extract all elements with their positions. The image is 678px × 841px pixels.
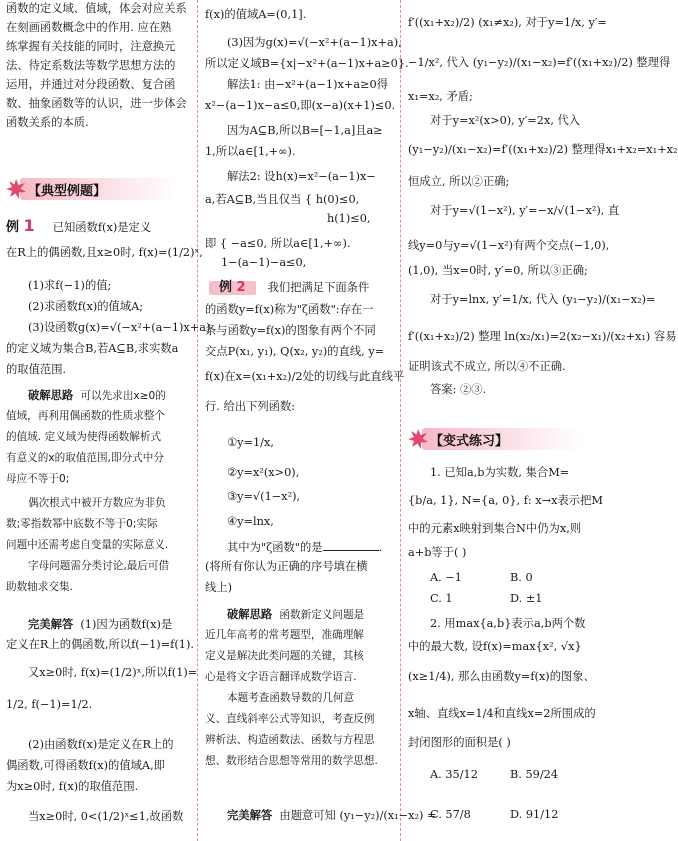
text-line: 有意义的x的取值范围,即分式中分 [6,452,164,464]
text-line: x₁=x₂, 矛盾; [408,90,473,103]
text-line: h(1)≤0, [327,212,371,225]
text-line: x²−(a−1)x−a≤0,即(x−a)(x+1)≤0. [205,99,396,112]
text-line: 数、抽象函数等的认识，进一步体会 [6,97,187,110]
text-line: 定义在R上的偶函数,所以f(−1)=f(1). [6,638,194,651]
question-line: 其中为"ζ函数"的是 . [227,541,383,554]
text-line: 对于y=lnx, y′=1/x, 代入 (y₁−y₂)/(x₁−x₂)= [430,293,656,306]
text-line: 所以定义域B={x|−x²+(a−1)x+a≥0}. [205,57,409,70]
section-heading-practice [408,428,508,450]
text-line: a+b等于( ) [408,546,467,559]
example-1-heading: 例 1 已知函数f(x)是定义 [6,216,152,235]
text-line: (3)因为g(x)=√(−x²+(a−1)x+a), [227,36,402,49]
answer-blank [323,539,379,551]
text-line: 母应不等于0; [6,473,70,485]
text-line: 近几年高考的常考题型，准确理解 [205,629,364,641]
perfect-answer-2: 完美解答 由题意可知 (y₁−y₂)/(x₁−x₂) = [227,808,437,822]
text-line: 法、待定系数法等数学思想方法的 [6,59,176,72]
text-line: 想、数形结合思想等常用的数学思想. [205,755,378,767]
text-line: f′((x₁+x₂)/2) 整理 ln(x₂/x₁)=2(x₂−x₁)/(x₂+x₁) 容易 [408,330,677,343]
text-line: 数;零指数幂中底数不等于0;实际 [6,518,158,530]
function-option-1: ①y=1/x, [227,436,274,449]
option-d: D. ±1 [510,592,543,605]
text-line: 定义是解决此类问题的关键，其核 [205,650,364,662]
text-line: 解法2: 设h(x)=x²−(a−1)x− [227,170,376,183]
text-line: 问题中还需考虑自变量的实际意义. [6,539,169,551]
example-label: 例 1 [6,216,35,235]
text-line: 1,所以a∈[1,+∞). [205,145,296,158]
text-line: 函数关系的本质. [6,116,89,129]
section-title: 【变式练习】 [430,433,509,449]
starburst-icon [408,429,428,449]
text-line: 的定义域为集合B,若A⊆B,求实数a [6,342,179,355]
text-line: 即 { −a≤0, 所以a∈[1,+∞). [205,237,351,250]
text-line: 恒成立, 所以②正确; [408,175,510,188]
text-line: 解法1: 由−x²+(a−1)x+a≥0得 [227,78,389,91]
text-line: 字母问题需分类讨论,最后可借 [28,560,170,572]
column-divider [400,0,401,841]
perfect-answer-1: 完美解答 (1)因为函数f(x)是 [28,617,173,631]
text-line: (x≥1/4), 那么由函数y=f(x)的图象、 [408,670,595,683]
text-line: 当x≥0时, 0<(1/2)ˣ≤1,故函数 [28,810,184,823]
text-line: 行. 给出下列函数: [205,400,296,413]
text-line: x轴、直线x=1/4和直线x=2所围成的 [408,707,596,720]
text-line: (2)由函数f(x)是定义在R上的 [28,738,174,751]
text-line: 为x≥0时, f(x)的取值范围. [6,780,139,793]
text-line: 在R上的偶函数,且x≥0时, f(x)=(1/2)ˣ, [6,246,203,259]
text-line: 中的最大数, 设f(x)=max{x², √x} [408,640,582,653]
text-line: 交点P(x₁, y₁), Q(x₂, y₂)的直线, y= [205,345,385,358]
text-line: −1/x², 代入 (y₁−y₂)/(x₁−x₂)=f′((x₁+x₂)/2) 整理得 [408,56,671,69]
example-2-heading: 例 2 我们把满足下面条件 [205,281,369,295]
text-line: 值域，再利用偶函数的性质求整个 [6,410,165,422]
function-option-3: ③y=√(1−x²), [227,490,301,503]
text-line: 1−(a−1)−a≤0, [221,256,307,269]
section-heading-examples [6,178,106,200]
text-line: (1)求f(−1)的值; [28,279,112,292]
text-line: 对于y=x²(x>0), y′=2x, 代入 [430,114,581,127]
text-line: 心是将文字语言翻译成数学语言. [205,671,357,683]
text-line: 偶函数,可得函数f(x)的值域A,即 [6,759,165,772]
question-1: 1. 已知a,b为实数, 集合M= [430,466,570,479]
text-line: a,若A⊆B,当且仅当 { h(0)≤0, [205,193,360,206]
text-line: 的函数y=f(x)称为"ζ函数":存在一 [205,303,374,316]
question-2: 2. 用max{a,b}表示a,b两个数 [430,617,586,630]
section-title: 【典型例题】 [28,183,107,199]
option-a: A. −1 [430,571,462,584]
column-divider [197,0,198,841]
option-b: B. 0 [510,571,533,584]
option-c: C. 57/8 [430,808,471,821]
function-option-2: ②y=x²(x>0), [227,466,300,479]
text-line: f(x)在x=(x₁+x₂)/2处的切线与此直线平 [205,370,405,383]
text-line: 偶次根式中被开方数应为非负 [28,497,166,509]
text-line: 运用，并通过对分段函数、复合函 [6,78,176,91]
function-option-4: ④y=lnx, [227,515,274,528]
text-line: 练掌握有关技能的同时，注意换元 [6,40,176,53]
text-line: 义、直线斜率公式等知识，考查反例 [205,713,375,725]
text-line: 线上) [205,581,233,594]
text-line: 1/2, f(−1)=1/2. [6,698,93,711]
text-line: 函数的定义域、值域，体会对应关系 [6,2,187,15]
text-line: 的值域. 定义域为使得函数解析式 [6,431,162,443]
text-line: f′((x₁+x₂)/2) (x₁≠x₂), 对于y=1/x, y′= [408,16,607,29]
answer-line: 答案: ②③. [430,383,487,396]
text-line: 因为A⊆B,所以B=[−1,a]且a≥ [227,124,383,137]
text-line: 又x≥0时, f(x)=(1/2)ˣ,所以f(1)= [28,666,198,679]
text-line: {b/a, 1}, N={a, 0}, f: x→x表示把M [408,494,603,507]
text-line: (3)设函数g(x)=√(−x²+(a−1)x+a) [28,321,211,334]
text-line: 封闭图形的面积是( ) [408,736,511,749]
option-b: B. 59/24 [510,768,559,781]
text-line: f(x)的值域A=(0,1]. [205,8,307,21]
text-line: 中的元素x映射到集合N中仍为x,则 [408,522,582,535]
text-line: (2)求函数f(x)的值域A; [28,300,144,313]
example-label: 例 2 [209,281,256,295]
option-c: C. 1 [430,592,453,605]
text-line: 证明该式不成立, 所以④不正确. [408,360,566,373]
text-line: 助数轴求交集. [6,581,73,593]
text-line: 条与函数y=f(x)的图象有两个不同 [205,324,376,337]
text-line: (1,0), 当x=0时, y′=0, 所以③正确; [408,264,588,277]
solution-approach-1: 破解思路 可以先求出x≥0的 [28,388,166,402]
solution-approach-2: 破解思路 函数新定义问题是 [227,607,365,621]
text-line: 线y=0与y=√(1−x²)有两个交点(−1,0), [408,239,610,252]
text-line: 对于y=√(1−x²), y′=−x/√(1−x²), 直 [430,204,620,217]
option-a: A. 35/12 [430,768,478,781]
text-line: (y₁−y₂)/(x₁−x₂)=f′((x₁+x₂)/2) 整理得x₁+x₂=x₁+x₂ [408,143,678,156]
option-d: D. 91/12 [510,808,559,821]
starburst-icon [6,179,26,199]
text-line: 的取值范围. [6,363,67,376]
text-line: 在刻画函数概念中的作用. 应在熟 [6,21,172,34]
text-line: (将所有你认为正确的序号填在横 [205,560,368,573]
text-line: 辨析法、构造函数法、函数与方程思 [205,734,375,746]
text-line: 本题考查函数导数的几何意 [227,692,355,704]
